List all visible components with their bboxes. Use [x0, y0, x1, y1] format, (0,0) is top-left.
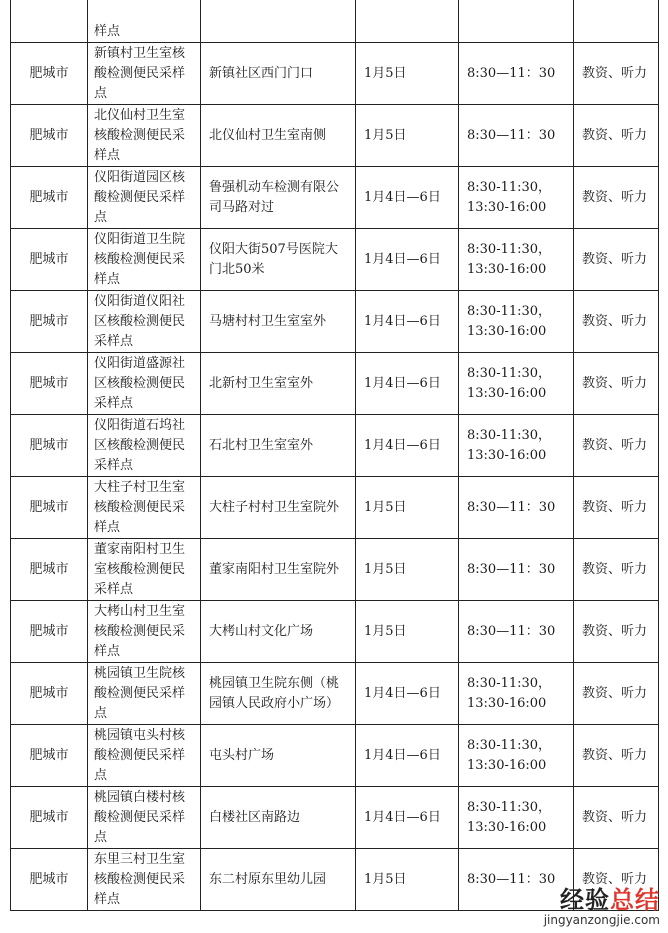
cell-site-name: 仪阳街道石坞社区核酸检测便民采样点	[88, 415, 201, 477]
watermark	[544, 887, 660, 927]
cell-people: 教资、听力	[574, 601, 659, 663]
watermark-logo	[544, 887, 660, 913]
watermark-logo-part1: 经验	[560, 886, 610, 914]
table-row	[11, 787, 659, 849]
cell-city: 肥城市	[11, 849, 88, 911]
cell-city: 肥城市	[11, 43, 88, 105]
cell-location	[201, 0, 356, 43]
cell-site-name: 大栲山村卫生室核酸检测便民采样点	[88, 601, 201, 663]
cell-city: 肥城市	[11, 663, 88, 725]
cell-time: 8:30—11：30	[459, 477, 574, 539]
cell-city: 肥城市	[11, 229, 88, 291]
cell-city: 肥城市	[11, 787, 88, 849]
cell-site-name: 桃园镇屯头村核酸检测便民采样点	[88, 725, 201, 787]
cell-city: 肥城市	[11, 353, 88, 415]
cell-people: 教资、听力	[574, 539, 659, 601]
cell-location: 白楼社区南路边	[201, 787, 356, 849]
cell-date: 1月4日—6日	[356, 291, 459, 353]
cell-site-name: 桃园镇卫生院核酸检测便民采样点	[88, 663, 201, 725]
cell-date: 1月5日	[356, 477, 459, 539]
table-row	[11, 0, 659, 43]
table-row	[11, 43, 659, 105]
cell-time: 8:30-11:30，13:30-16:00	[459, 229, 574, 291]
cell-date: 1月5日	[356, 105, 459, 167]
cell-site-name: 样点	[88, 0, 201, 43]
cell-city: 肥城市	[11, 725, 88, 787]
cell-time: 8:30-11:30，13:30-16:00	[459, 353, 574, 415]
watermark-logo-part2: 总结	[610, 886, 660, 914]
cell-city: 肥城市	[11, 539, 88, 601]
cell-location: 董家南阳村卫生室院外	[201, 539, 356, 601]
cell-time: 8:30-11:30，13:30-16:00	[459, 291, 574, 353]
cell-site-name: 仪阳街道卫生院核酸检测便民采样点	[88, 229, 201, 291]
cell-time: 8:30-11:30，13:30-16:00	[459, 167, 574, 229]
cell-location: 大栲山村文化广场	[201, 601, 356, 663]
testing-sites-table	[10, 0, 659, 911]
cell-date	[356, 0, 459, 43]
cell-date: 1月5日	[356, 43, 459, 105]
cell-site-name: 桃园镇白楼村核酸检测便民采样点	[88, 787, 201, 849]
cell-time: 8:30-11:30，13:30-16:00	[459, 415, 574, 477]
table-body	[11, 0, 659, 911]
cell-people: 教资、听力	[574, 105, 659, 167]
cell-people: 教资、听力	[574, 787, 659, 849]
cell-date: 1月4日—6日	[356, 229, 459, 291]
cell-location: 北新村卫生室室外	[201, 353, 356, 415]
cell-location: 仪阳大街507号医院大门北50米	[201, 229, 356, 291]
table-row	[11, 291, 659, 353]
cell-people: 教资、听力	[574, 353, 659, 415]
table-row	[11, 415, 659, 477]
cell-people: 教资、听力	[574, 725, 659, 787]
cell-time: 8:30—11：30	[459, 601, 574, 663]
cell-time: 8:30—11：30	[459, 849, 574, 911]
cell-city: 肥城市	[11, 291, 88, 353]
cell-time: 8:30—11：30	[459, 539, 574, 601]
cell-date: 1月4日—6日	[356, 725, 459, 787]
cell-city	[11, 0, 88, 43]
table-row	[11, 477, 659, 539]
cell-people: 教资、听力	[574, 849, 659, 911]
table-row	[11, 229, 659, 291]
cell-city: 肥城市	[11, 415, 88, 477]
cell-time: 8:30-11:30，13:30-16:00	[459, 787, 574, 849]
cell-people	[574, 0, 659, 43]
cell-people: 教资、听力	[574, 477, 659, 539]
cell-site-name: 仪阳街道仪阳社区核酸检测便民采样点	[88, 291, 201, 353]
cell-people: 教资、听力	[574, 167, 659, 229]
table-row	[11, 353, 659, 415]
table-row	[11, 167, 659, 229]
table-row	[11, 601, 659, 663]
cell-city: 肥城市	[11, 477, 88, 539]
cell-site-name: 北仪仙村卫生室核酸检测便民采样点	[88, 105, 201, 167]
cell-date: 1月5日	[356, 539, 459, 601]
cell-date: 1月5日	[356, 849, 459, 911]
table-row	[11, 539, 659, 601]
cell-location: 鲁强机动车检测有限公司马路对过	[201, 167, 356, 229]
table-row	[11, 663, 659, 725]
cell-location: 屯头村广场	[201, 725, 356, 787]
cell-people: 教资、听力	[574, 43, 659, 105]
cell-date: 1月4日—6日	[356, 415, 459, 477]
cell-city: 肥城市	[11, 601, 88, 663]
table-row	[11, 725, 659, 787]
cell-date: 1月4日—6日	[356, 167, 459, 229]
cell-site-name: 董家南阳村卫生室核酸检测便民采样点	[88, 539, 201, 601]
cell-time	[459, 0, 574, 43]
cell-site-name: 仪阳街道园区核酸检测便民采样点	[88, 167, 201, 229]
cell-people: 教资、听力	[574, 663, 659, 725]
cell-site-name: 仪阳街道盛源社区核酸检测便民采样点	[88, 353, 201, 415]
cell-location: 大柱子村村卫生室院外	[201, 477, 356, 539]
cell-site-name: 新镇村卫生室核酸检测便民采样点	[88, 43, 201, 105]
cell-date: 1月4日—6日	[356, 787, 459, 849]
cell-people: 教资、听力	[574, 415, 659, 477]
cell-time: 8:30—11：30	[459, 105, 574, 167]
cell-location: 新镇社区西门门口	[201, 43, 356, 105]
cell-site-name: 大柱子村卫生室核酸检测便民采样点	[88, 477, 201, 539]
cell-date: 1月4日—6日	[356, 353, 459, 415]
cell-location: 东二村原东里幼儿园	[201, 849, 356, 911]
cell-location: 北仪仙村卫生室南侧	[201, 105, 356, 167]
cell-location: 桃园镇卫生院东侧（桃园镇人民政府小广场）	[201, 663, 356, 725]
table-row	[11, 105, 659, 167]
cell-time: 8:30—11：30	[459, 43, 574, 105]
cell-date: 1月4日—6日	[356, 663, 459, 725]
cell-city: 肥城市	[11, 105, 88, 167]
cell-people: 教资、听力	[574, 291, 659, 353]
cell-date: 1月5日	[356, 601, 459, 663]
cell-site-name: 东里三村卫生室核酸检测便民采样点	[88, 849, 201, 911]
cell-location: 马塘村村卫生室室外	[201, 291, 356, 353]
cell-time: 8:30-11:30，13:30-16:00	[459, 663, 574, 725]
watermark-url: jingyanzongjie.com	[543, 913, 660, 927]
cell-people: 教资、听力	[574, 229, 659, 291]
cell-city: 肥城市	[11, 167, 88, 229]
cell-time: 8:30-11:30，13:30-16:00	[459, 725, 574, 787]
cell-location: 石北村卫生室室外	[201, 415, 356, 477]
